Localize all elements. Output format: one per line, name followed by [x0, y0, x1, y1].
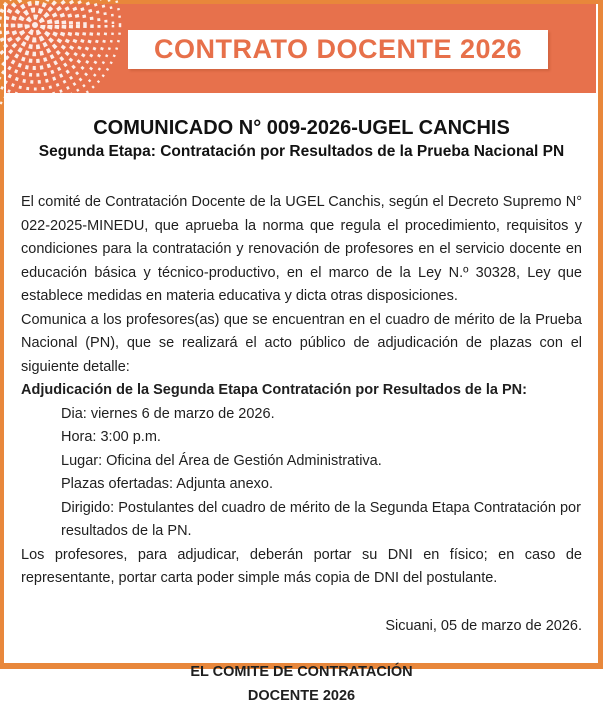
body-text [21, 191, 582, 708]
banner-title-box [128, 30, 548, 69]
header-banner [6, 4, 596, 93]
comunicado-subtitle: Segunda Etapa: Contratación por Resultados de la Prueba Nacional PN [21, 141, 582, 163]
paragraph-dni: Los profesores, para adjudicar, deberán portar su DNI en físico; en caso de representante, portar carta poder simple más copia de DNI del postulante. [21, 544, 582, 591]
detail-lugar: Lugar: Oficina del Área de Gestión Administrativa. [21, 450, 582, 474]
detail-hora: Hora: 3:00 p.m. [21, 426, 582, 450]
document-body [4, 93, 598, 708]
banner-title: CONTRATO DOCENTE 2026 [154, 34, 522, 65]
signature-block [21, 661, 582, 708]
comunicado-title: COMUNICADO N° 009-2026-UGEL CANCHIS [21, 115, 582, 141]
paragraph-announcement: Comunica a los profesores(as) que se encuentran en el cuadro de mérito de la Prueba Nacional (PN), que se realizará el acto público de adjudicación de plazas con el siguiente detalle: [21, 309, 582, 380]
detail-dirigido: Dirigido: Postulantes del cuadro de mérito de la Segunda Etapa Contratación por resultados de la PN. [21, 497, 582, 544]
detail-plazas: Plazas ofertadas: Adjunta anexo. [21, 473, 582, 497]
adjudication-heading: Adjudicación de la Segunda Etapa Contratación por Resultados de la PN: [21, 379, 582, 403]
signature-committee: EL COMITE DE CONTRATACIÓN [21, 661, 582, 685]
detail-dia: Dia: viernes 6 de marzo de 2026. [21, 403, 582, 427]
dateline: Sicuani, 05 de marzo de 2026. [21, 615, 582, 639]
paragraph-intro: El comité de Contratación Docente de la UGEL Canchis, según el Decreto Supremo N° 022-2025-MINEDU, que aprueba la norma que regula el procedimiento, requisitos y condiciones para la contratación y renovación de profesores en el servicio docente en educación básica y técnico-productivo, en el marco de la Ley N.º 30328, Ley que establece medidas en materia educativa y dicta otras disposiciones. [21, 191, 582, 309]
signature-year: DOCENTE 2026 [21, 685, 582, 708]
